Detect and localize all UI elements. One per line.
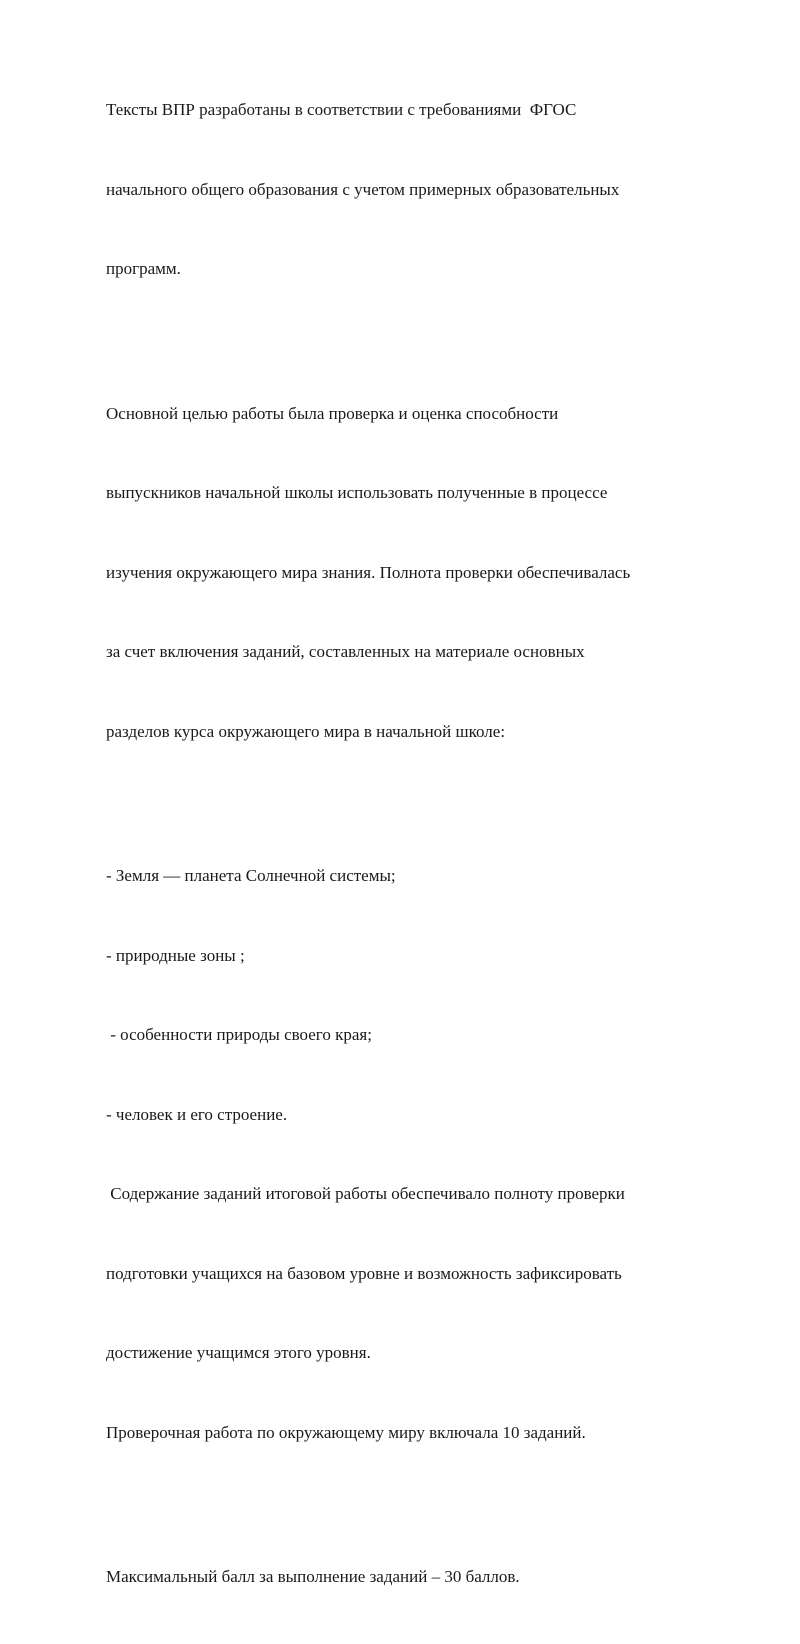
intro-paragraph: [106, 44, 736, 336]
text-line: программ.: [106, 259, 181, 278]
text-line: Проверочная работа по окружающему миру включала 10 заданий.: [106, 1422, 586, 1442]
max-score-paragraph: [106, 1511, 736, 1644]
topics-list: [106, 810, 736, 1499]
slide-text-block: [106, 44, 736, 1644]
goal-paragraph: [106, 348, 736, 799]
text-line: Основной целью работы была проверка и оценка способности: [106, 403, 559, 423]
text-line: за счет включения заданий, составленных на материале основных: [106, 642, 585, 661]
topic-list-item: - человек и его строение.: [106, 1104, 288, 1124]
text-line: начального общего образования с учетом примерных образовательных: [106, 179, 620, 199]
text-line: выпускников начальной школы использовать полученные в процессе: [106, 483, 608, 502]
text-line: Максимальный балл за выполнение заданий – 30 баллов.: [106, 1567, 520, 1586]
text-line: подготовки учащихся на базовом уровне и возможность зафиксировать: [106, 1263, 622, 1283]
text-line: Тексты ВПР разработаны в соответствии с требованиями ФГОС: [106, 100, 577, 119]
topic-list-item: - Земля — планета Солнечной системы;: [106, 866, 396, 885]
text-line: достижение учащимся этого уровня.: [106, 1343, 371, 1362]
text-line: изучения окружающего мира знания. Полнота проверки обеспечивалась: [106, 562, 631, 582]
topic-list-item: - природные зоны ;: [106, 945, 245, 965]
topic-list-item: - особенности природы своего края;: [106, 1025, 372, 1044]
text-line: разделов курса окружающего мира в начальной школе:: [106, 721, 506, 741]
text-line: Содержание заданий итоговой работы обеспечивало полноту проверки: [106, 1184, 625, 1203]
